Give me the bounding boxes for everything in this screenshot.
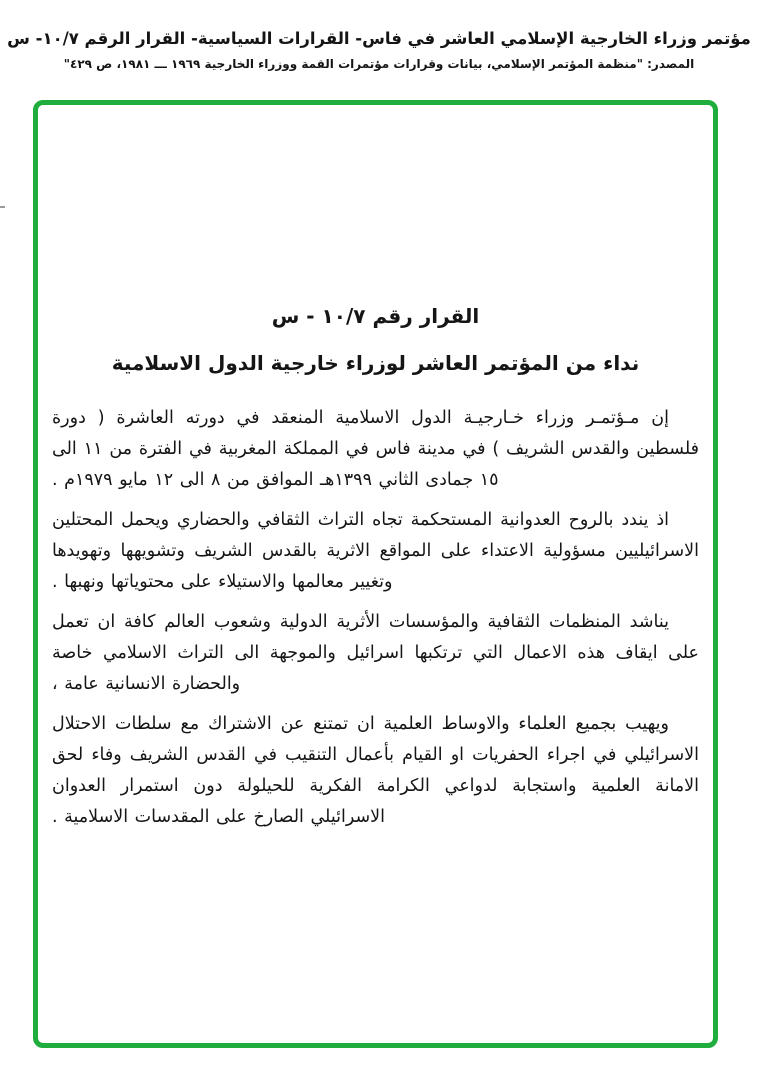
scan-artifact-mark — [0, 206, 5, 208]
paragraph-condemnation: اذ يندد بالروح العدوانية المستحكمة تجاه التراث الثقافي والحضاري ويحمل المحتلين الاسرائيليين مسؤولية الاعتداء على المواقع الاثرية بالقدس الشريف وتشويهها وتهويدها وتغيير معالمها والاستيلاء على محتوياتها ونهبها . — [52, 510, 699, 592]
header-conference-title: مؤتمر وزراء الخارجية الإسلامي العاشر في فاس- القرارات السياسية- القرار الرقم ١٠/٧- س — [7, 29, 751, 48]
header-source-citation: المصدر: "منظمة المؤتمر الإسلامي، بيانات وقرارات مؤتمرات القمة ووزراء الخارجية ١٩٦٩ ـــ ١٩٨١، ص ٤٢٩" — [63, 56, 695, 71]
resolution-subject-title: نداء من المؤتمر العاشر لوزراء خارجية الدول الاسلامية — [111, 351, 640, 375]
paragraph-appeal-organizations: يناشد المنظمات الثقافية والمؤسسات الأثرية الدولية وشعوب العالم كافة ان تعمل على ايقاف هذه الاعمال التي ترتكبها اسرائيل والموجهة الى التراث الاسلامي خاصة والحضارة الانسانية عامة ، — [52, 612, 699, 694]
paragraph-appeal-scholars: ويهيب بجميع العلماء والاوساط العلمية ان تمتنع عن الاشتراك مع سلطات الاحتلال الاسرائيلي في اجراء الحفريات او القيام بأعمال التنقيب في القدس الشريف وفاء لحق الامانة العلمية واستجابة لدواعي الكرامة الفكرية للحيلولة دون استمرار العدوان الاسرائيلي الصارخ على المقدسات الاسلامية . — [52, 714, 699, 827]
resolution-number-title: القرار رقم ١٠/٧ - س — [271, 304, 480, 328]
resolution-frame — [33, 100, 718, 1048]
page-header — [0, 26, 758, 73]
paragraph-preamble: إن مـؤتمـر وزراء خـارجيـة الدول الاسلامية المنعقد في دورته العاشرة ( دورة فلسطين والقدس الشريف ) في مدينة فاس في المملكة المغربية في الفترة من ١١ الى ١٥ جمادى الثاني ١٣٩٩هـ الموافق من ٨ الى ١٢ مايو ١٩٧٩م . — [52, 408, 700, 490]
